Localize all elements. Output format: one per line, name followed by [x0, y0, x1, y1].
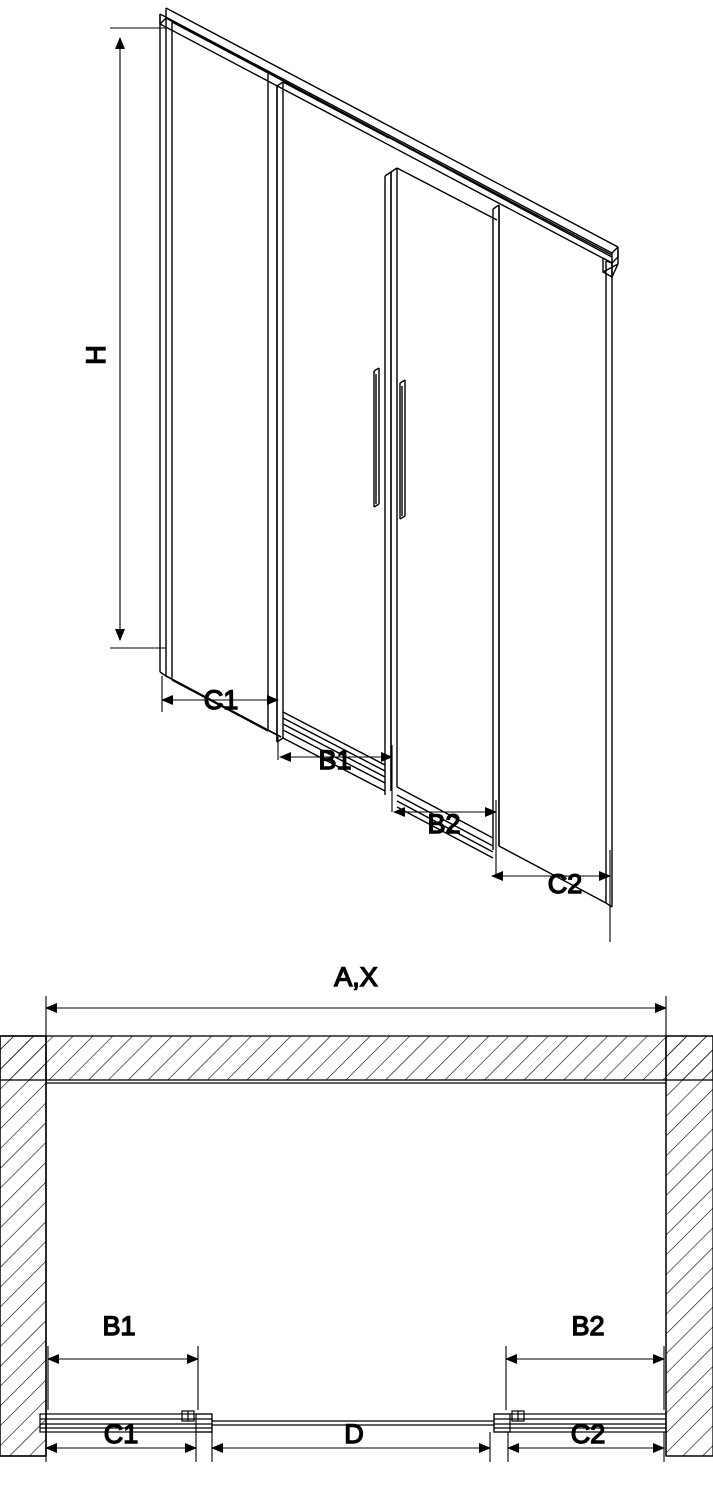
label-c1: C1	[203, 685, 239, 715]
label-c2: C2	[547, 869, 583, 899]
door-handles	[374, 368, 405, 519]
top-plan-view	[0, 962, 713, 1462]
left-fixed-panel-c1	[160, 14, 281, 737]
glass-panel-c1	[172, 22, 268, 731]
label-plan-c1: C1	[103, 1419, 139, 1449]
glass-panel-c2	[499, 205, 612, 907]
dimension-plan-b2	[506, 1346, 664, 1410]
front-isometric-view	[81, 8, 618, 942]
dimension-height-H	[110, 28, 166, 648]
label-plan-b2: B2	[571, 1311, 605, 1341]
label-b2: B2	[427, 809, 461, 839]
label-plan-d: D	[344, 1419, 364, 1449]
label-height-H: H	[81, 345, 111, 365]
dimension-plan-b1	[48, 1346, 198, 1410]
glass-panel-b2	[391, 168, 499, 858]
label-b1: B1	[318, 745, 352, 775]
top-rail	[160, 8, 618, 277]
wall-hatching	[0, 1036, 713, 1456]
label-overall-AX: A,X	[334, 962, 378, 992]
label-plan-c2: C2	[570, 1419, 606, 1449]
label-plan-b1: B1	[102, 1311, 136, 1341]
dimension-overall-AX	[46, 996, 666, 1036]
